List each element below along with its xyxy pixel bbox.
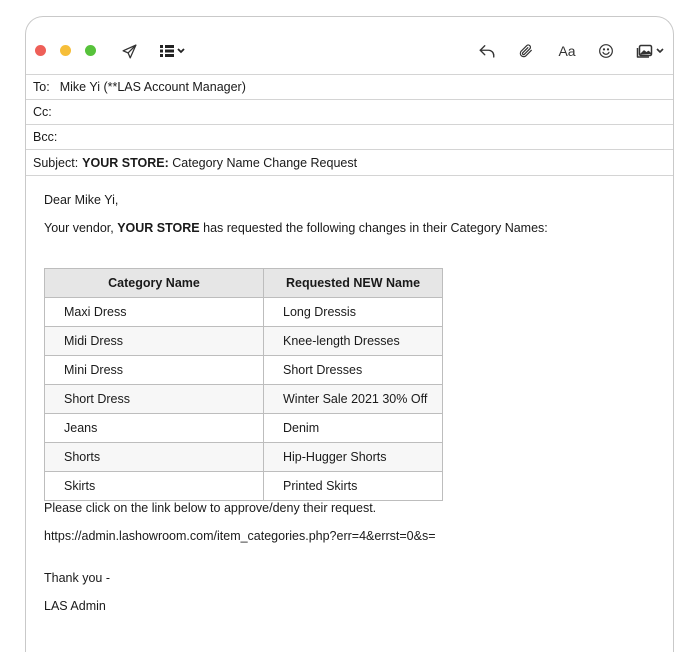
to-recipient[interactable]: Mike Yi (**LAS Account Manager)	[59, 80, 246, 94]
zoom-window-button[interactable]	[85, 45, 96, 56]
toolbar	[26, 17, 673, 74]
to-field[interactable]	[26, 74, 673, 99]
new-name-cell: Long Dressis	[264, 298, 443, 327]
mail-compose-window	[25, 16, 674, 652]
subject-field[interactable]	[26, 149, 673, 175]
signature: LAS Admin	[44, 599, 106, 613]
bcc-field[interactable]	[26, 124, 673, 149]
category-cell: Shorts	[45, 443, 264, 472]
new-name-cell: Printed Skirts	[264, 472, 443, 501]
font-icon[interactable]: Aa	[558, 43, 576, 59]
send-icon[interactable]	[119, 41, 139, 61]
new-name-cell: Winter Sale 2021 30% Off	[264, 385, 443, 414]
greeting: Dear Mike Yi,	[44, 193, 119, 207]
minimize-window-button[interactable]	[60, 45, 71, 56]
column-header-new-name: Requested NEW Name	[264, 269, 443, 298]
table-header-row	[45, 269, 443, 298]
cc-label: Cc:	[33, 105, 52, 119]
to-label: To:	[33, 80, 50, 94]
emoji-icon[interactable]	[596, 41, 616, 61]
subject-text: Category Name Change Request	[172, 155, 358, 170]
new-name-cell: Knee-length Dresses	[264, 327, 443, 356]
bcc-label: Bcc:	[33, 130, 58, 144]
vendor-name: YOUR STORE	[117, 221, 200, 235]
photo-icon[interactable]	[635, 41, 667, 61]
category-cell: Midi Dress	[45, 327, 264, 356]
category-cell: Maxi Dress	[45, 298, 264, 327]
approval-link[interactable]: https://admin.lashowroom.com/item_categories.php?err=4&errst=0&s=	[44, 529, 436, 543]
table-row	[45, 472, 443, 501]
category-cell: Jeans	[45, 414, 264, 443]
table-row	[45, 327, 443, 356]
table-row	[45, 298, 443, 327]
instruction-text: Please click on the link below to approve/deny their request.	[44, 501, 377, 515]
header-divider	[26, 175, 673, 176]
closing-text: Thank you -	[44, 571, 111, 585]
subject-store: YOUR STORE:	[82, 155, 169, 170]
column-header-category: Category Name	[45, 269, 264, 298]
new-name-cell: Hip-Hugger Shorts	[264, 443, 443, 472]
table-row	[45, 385, 443, 414]
table-row	[45, 356, 443, 385]
new-name-cell: Short Dresses	[264, 356, 443, 385]
close-window-button[interactable]	[35, 45, 46, 56]
cc-field[interactable]	[26, 99, 673, 124]
table-row	[45, 443, 443, 472]
reply-icon[interactable]	[476, 41, 498, 61]
category-table	[44, 268, 443, 501]
category-cell: Skirts	[45, 472, 264, 501]
intro-paragraph: Your vendor, YOUR STORE has requested the following changes in their Category Names:	[44, 221, 548, 235]
subject-value[interactable]	[82, 156, 357, 170]
subject-label: Subject:	[33, 155, 79, 170]
list-format-icon[interactable]	[158, 41, 188, 61]
category-cell: Mini Dress	[45, 356, 264, 385]
attachment-icon[interactable]	[515, 41, 537, 61]
new-name-cell: Denim	[264, 414, 443, 443]
category-cell: Short Dress	[45, 385, 264, 414]
table-row	[45, 414, 443, 443]
